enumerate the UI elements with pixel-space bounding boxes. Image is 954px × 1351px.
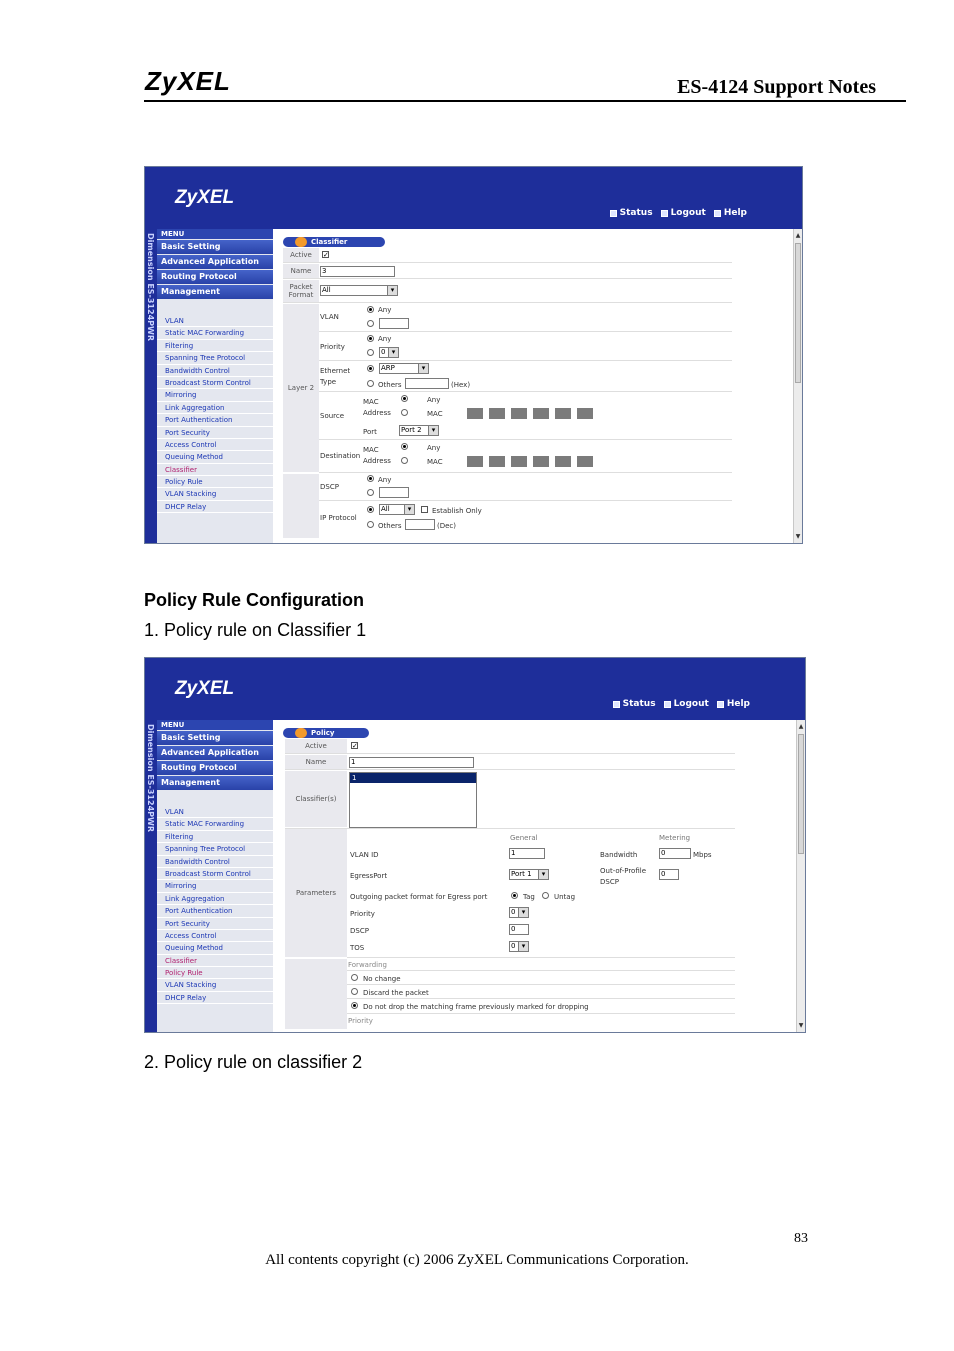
packet-format-select[interactable]: All ▾ (320, 285, 398, 296)
status-link[interactable] (613, 699, 656, 709)
priority-label: Priority (320, 343, 345, 351)
menu-item-queuing[interactable]: Queuing Method (157, 451, 273, 463)
tab-label: Policy (311, 729, 335, 737)
row-divider (283, 262, 732, 263)
model-label: Dimension ES-3124PWR (146, 233, 155, 341)
menu-routing-protocol[interactable]: Routing Protocol (157, 761, 273, 775)
establish-only-checkbox[interactable] (421, 506, 428, 513)
menu-item-access-control[interactable]: Access Control (157, 930, 273, 942)
row-divider (285, 753, 735, 754)
source-any-label: Any (427, 396, 441, 404)
destination-mac-text: MAC (427, 458, 443, 466)
source-mac-octet[interactable] (555, 408, 571, 419)
do-not-drop-radio[interactable] (351, 1002, 358, 1009)
tab-bullet-icon (295, 237, 307, 247)
forwarding-heading: Forwarding (348, 961, 387, 969)
menu-item-mirroring[interactable]: Mirroring (157, 880, 273, 892)
general-heading: General (510, 834, 538, 842)
logout-icon (664, 701, 671, 708)
ip-protocol-radio[interactable] (367, 506, 374, 513)
priority-select[interactable]: 0 ▾ (509, 907, 529, 918)
active-label: Active (285, 739, 347, 753)
dscp-value-radio[interactable] (367, 489, 374, 496)
dscp-any-label: Any (378, 476, 392, 484)
classifier-tab (283, 237, 385, 247)
source-mac-radio[interactable] (401, 409, 408, 416)
policy-screenshot (144, 657, 806, 1033)
model-label: Dimension ES-3124PWR (146, 724, 155, 832)
ip-protocol-others-radio[interactable] (367, 521, 374, 528)
menu-item-port-auth[interactable]: Port Authentication (157, 905, 273, 917)
menu-item-vlan[interactable]: VLAN (157, 315, 273, 327)
tos-label: TOS (350, 944, 365, 952)
vlan-id-label: VLAN ID (350, 851, 379, 859)
menu-item-policy-rule[interactable]: Policy Rule (157, 967, 273, 979)
ip-protocol-others-input[interactable] (405, 519, 435, 530)
priority-section-heading: Priority (348, 1017, 373, 1025)
logout-link[interactable] (664, 699, 709, 709)
model-strip (145, 229, 157, 543)
scroll-up-icon[interactable]: ▲ (795, 232, 801, 239)
scroll-thumb[interactable] (795, 243, 801, 383)
app-logo: ZyXEL (175, 187, 235, 208)
priority-value-radio[interactable] (367, 349, 374, 356)
destination-mac-octet[interactable] (533, 456, 549, 467)
document-title: ES-4124 Support Notes (677, 76, 876, 98)
menu-item-vlan[interactable]: VLAN (157, 806, 273, 818)
discard-label: Discard the packet (363, 989, 429, 997)
destination-mac-octet[interactable] (555, 456, 571, 467)
classifier-list[interactable] (349, 772, 477, 828)
status-icon (610, 210, 617, 217)
menu-item-dhcp-relay[interactable]: DHCP Relay (157, 501, 273, 513)
menu-item-filtering[interactable]: Filtering (157, 340, 273, 352)
row-divider (319, 500, 732, 501)
vlan-label: VLAN (320, 313, 339, 321)
mbps-label: Mbps (693, 851, 712, 859)
dscp-any-radio[interactable] (367, 475, 374, 482)
page-number: 83 (794, 1231, 808, 1246)
ip-protocol-label: IP Protocol (320, 514, 357, 522)
scroll-thumb[interactable] (798, 734, 804, 854)
source-mac-octet[interactable] (489, 408, 505, 419)
menu-item-port-security[interactable]: Port Security (157, 427, 273, 439)
vlan-any-label: Any (378, 306, 392, 314)
source-mac-octet[interactable] (511, 408, 527, 419)
oop-dscp-input[interactable]: 0 (659, 869, 679, 880)
menu-item-stp[interactable]: Spanning Tree Protocol (157, 843, 273, 855)
destination-mac-octet[interactable] (489, 456, 505, 467)
priority-any-radio[interactable] (367, 335, 374, 342)
scroll-down-icon[interactable]: ▼ (798, 1022, 804, 1029)
row-divider (347, 998, 735, 999)
vlan-input[interactable] (379, 318, 409, 329)
help-icon (714, 210, 721, 217)
model-strip (145, 720, 157, 1032)
no-change-radio[interactable] (351, 974, 358, 981)
name-input[interactable]: 1 (349, 757, 474, 768)
menu-item-policy-rule[interactable]: Policy Rule (157, 476, 273, 488)
scrollbar[interactable] (796, 720, 805, 1032)
name-input[interactable]: 3 (320, 266, 395, 277)
source-mac-text: MAC (427, 410, 443, 418)
top-links (610, 208, 747, 218)
side-menu (157, 229, 273, 543)
menu-advanced-application[interactable]: Advanced Application (157, 746, 273, 760)
layer3-label (283, 474, 319, 538)
vlan-id-input[interactable]: 1 (509, 848, 545, 859)
untag-label: Untag (554, 893, 576, 901)
untag-radio[interactable] (542, 892, 549, 899)
logout-label: Logout (670, 208, 706, 218)
menu-management[interactable]: Management (157, 285, 273, 299)
top-links (613, 699, 750, 709)
status-link[interactable] (610, 208, 653, 218)
ethernet-type-label: Ethernet Type (320, 367, 351, 386)
ethernet-others-radio[interactable] (367, 380, 374, 387)
row-divider (319, 360, 732, 361)
destination-mac-octet[interactable] (467, 456, 483, 467)
tag-label: Tag (523, 893, 535, 901)
destination-mac-radio[interactable] (401, 457, 408, 464)
egress-port-label: EgressPort (350, 872, 388, 880)
caption-2: 2. Policy rule on classifier 2 (144, 1052, 363, 1072)
destination-mac-octet[interactable] (511, 456, 527, 467)
priority-any-label: Any (378, 335, 392, 343)
menu-item-broadcast-storm[interactable]: Broadcast Storm Control (157, 377, 273, 389)
scroll-down-icon[interactable]: ▼ (795, 533, 801, 540)
layer2-label: Layer 2 (283, 304, 319, 472)
menu-item-access-control[interactable]: Access Control (157, 439, 273, 451)
side-menu (157, 720, 273, 1032)
ethernet-others-input[interactable] (405, 378, 449, 389)
source-mac-octet[interactable] (577, 408, 593, 419)
top-bar (145, 167, 802, 229)
menu-item-port-auth[interactable]: Port Authentication (157, 414, 273, 426)
establish-only-label: Establish Only (432, 507, 482, 515)
row-divider (347, 970, 735, 971)
status-label: Status (622, 699, 656, 709)
menu-item-classifier[interactable]: Classifier (157, 955, 273, 967)
egress-port-select[interactable]: Port 1 ▾ (509, 869, 549, 880)
menu-header: MENU (157, 720, 273, 730)
menu-header: MENU (157, 229, 273, 239)
vlan-value-radio[interactable] (367, 320, 374, 327)
tab-bullet-icon (295, 728, 307, 738)
source-mac-octet[interactable] (533, 408, 549, 419)
row-divider (283, 302, 732, 303)
source-port-label: Port (363, 428, 377, 436)
page-header (144, 62, 906, 102)
row-divider (319, 439, 732, 440)
ethernet-others-label: Others (378, 381, 402, 389)
destination-mac-octet[interactable] (577, 456, 593, 467)
classifier-list-item[interactable]: 1 (350, 773, 476, 783)
tag-radio[interactable] (511, 892, 518, 899)
source-port-select[interactable]: Port 2 ▾ (399, 425, 439, 436)
metering-heading: Metering (659, 834, 691, 842)
bandwidth-input[interactable]: 0 (659, 848, 691, 859)
classifier-form (275, 229, 792, 543)
help-label: Help (723, 208, 747, 218)
menu-item-vlan-stacking[interactable]: VLAN Stacking (157, 488, 273, 500)
row-divider (347, 1013, 735, 1014)
menu-item-broadcast-storm[interactable]: Broadcast Storm Control (157, 868, 273, 880)
bandwidth-label: Bandwidth (600, 851, 638, 859)
scrollbar[interactable] (793, 229, 802, 543)
dscp-input[interactable] (379, 487, 409, 498)
dscp-input[interactable]: 0 (509, 924, 529, 935)
dec-label: (Dec) (437, 522, 457, 530)
parameters-label: Parameters (285, 829, 347, 957)
outgoing-format-label: Outgoing packet format for Egress port (350, 893, 488, 901)
zyxel-logo: ZyXEL (145, 66, 231, 96)
logout-link[interactable] (661, 208, 706, 218)
menu-item-static-mac[interactable]: Static MAC Forwarding (157, 818, 273, 830)
row-divider (347, 984, 735, 985)
dscp-label: DSCP (320, 483, 339, 491)
copyright-footer: All contents copyright (c) 2006 ZyXEL Communications Corporation. (265, 1252, 689, 1268)
policy-tab (283, 728, 369, 738)
menu-item-link-aggregation[interactable]: Link Aggregation (157, 402, 273, 414)
name-label: Name (285, 755, 347, 769)
priority-select[interactable]: 0 ▾ (379, 347, 399, 358)
row-divider (285, 828, 735, 829)
menu-item-vlan-stacking[interactable]: VLAN Stacking (157, 979, 273, 991)
help-link[interactable] (717, 699, 750, 709)
dscp-label: DSCP (350, 927, 369, 935)
menu-item-filtering[interactable]: Filtering (157, 831, 273, 843)
no-change-label: No change (363, 975, 401, 983)
row-divider (319, 472, 732, 473)
help-label: Help (726, 699, 750, 709)
menu-item-stp[interactable]: Spanning Tree Protocol (157, 352, 273, 364)
row-divider (285, 769, 735, 770)
help-icon (717, 701, 724, 708)
menu-management[interactable]: Management (157, 776, 273, 790)
destination-any-label: Any (427, 444, 441, 452)
menu-basic-setting[interactable]: Basic Setting (157, 240, 273, 254)
menu-item-dhcp-relay[interactable]: DHCP Relay (157, 992, 273, 1004)
row-divider (319, 391, 732, 392)
top-bar (145, 658, 805, 720)
menu-basic-setting[interactable]: Basic Setting (157, 731, 273, 745)
discard-radio[interactable] (351, 988, 358, 995)
row-divider (283, 278, 732, 279)
menu-item-classifier[interactable]: Classifier (157, 464, 273, 476)
ethernet-type-select[interactable]: ARP ▾ (379, 363, 429, 374)
destination-mac-label: MAC Address (363, 446, 391, 465)
active-checkbox[interactable]: ✓ (323, 251, 329, 259)
do-not-drop-label: Do not drop the matching frame previously marked for dropping (363, 1003, 589, 1011)
source-mac-octet[interactable] (467, 408, 483, 419)
logout-icon (661, 210, 668, 217)
name-label: Name (283, 264, 319, 278)
logout-label: Logout (673, 699, 709, 709)
classifiers-label: Classifier(s) (285, 771, 347, 827)
caption-1: 1. Policy rule on Classifier 1 (144, 620, 367, 640)
menu-item-port-security[interactable]: Port Security (157, 918, 273, 930)
active-checkbox[interactable]: ✓ (352, 742, 358, 750)
packet-format-label: Packet Format (283, 280, 319, 302)
menu-advanced-application[interactable]: Advanced Application (157, 255, 273, 269)
section-heading: Policy Rule Configuration (144, 590, 365, 610)
classifier-screenshot (144, 166, 803, 544)
menu-item-bandwidth[interactable]: Bandwidth Control (157, 365, 273, 377)
menu-routing-protocol[interactable]: Routing Protocol (157, 270, 273, 284)
menu-item-mirroring[interactable]: Mirroring (157, 389, 273, 401)
status-label: Status (619, 208, 653, 218)
row-divider (319, 331, 732, 332)
destination-label: Destination (320, 452, 361, 460)
row-divider (347, 957, 735, 958)
tab-label: Classifier (311, 238, 348, 246)
app-logo: ZyXEL (175, 678, 235, 699)
forwarding-side-label (285, 959, 347, 1029)
status-icon (613, 701, 620, 708)
menu-item-static-mac[interactable]: Static MAC Forwarding (157, 327, 273, 339)
priority-label: Priority (350, 910, 375, 918)
ethernet-type-radio[interactable] (367, 365, 374, 372)
active-label: Active (283, 248, 319, 262)
scroll-up-icon[interactable]: ▲ (798, 723, 804, 730)
source-mac-label: MAC Address (363, 398, 391, 417)
help-link[interactable] (714, 208, 747, 218)
source-any-radio[interactable] (401, 395, 408, 402)
policy-form (275, 720, 795, 1032)
vlan-any-radio[interactable] (367, 306, 374, 313)
source-label: Source (320, 412, 345, 420)
hex-label: (Hex) (451, 381, 471, 389)
tos-select[interactable]: 0 ▾ (509, 941, 529, 952)
oop-dscp-label: Out-of-Profile DSCP (600, 867, 647, 886)
menu-item-queuing[interactable]: Queuing Method (157, 942, 273, 954)
menu-item-bandwidth[interactable]: Bandwidth Control (157, 856, 273, 868)
ip-protocol-select[interactable]: All ▾ (379, 504, 415, 515)
ip-protocol-others-label: Others (378, 522, 402, 530)
menu-item-link-aggregation[interactable]: Link Aggregation (157, 893, 273, 905)
destination-any-radio[interactable] (401, 443, 408, 450)
